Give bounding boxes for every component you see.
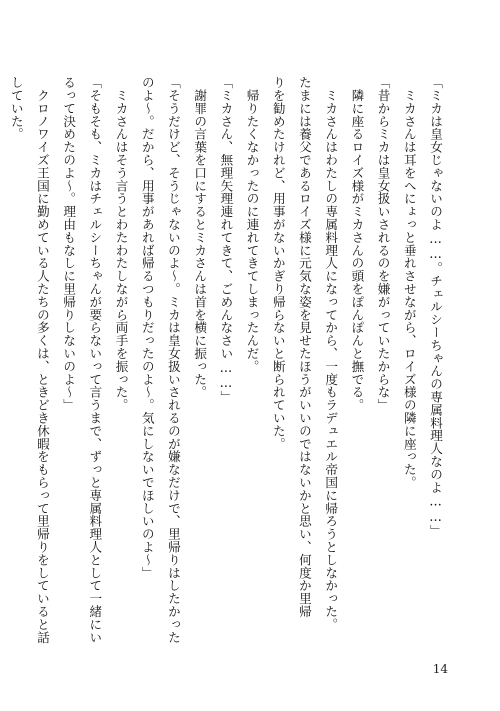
text-line: ミカさんはわたしの専属料理人になってから、一度もラデュエル帝国に帰ろうとしなかった。: [323, 76, 339, 631]
text-line: 「昔からミカは皇女扱いされるのを嫌がっていたからな」: [375, 76, 391, 412]
text-line: 「そうだけど、そうじゃないのよ～。ミカは皇女扱いされるのが嫌なだけで、里帰りはしたかった: [165, 76, 181, 644]
text-line: 帰りたくなかったのに連れてきてしまったんだ。: [244, 76, 260, 373]
text-line: りを勧めたけれど、用事がないかぎり帰らないと断られていた。: [270, 76, 286, 451]
text-line: 謝罪の言葉を口にするとミカさんは首を横に振った。: [192, 76, 208, 399]
text-line: 「そもそも、ミカはチェルシーちゃんが要らないって言うまで、ずっと専属料理人として一緒にい: [87, 76, 103, 644]
text-line: クロノワイズ王国に勤めている人たちの多くは、ときどき休暇をもらって里帰りをしていると話: [34, 76, 50, 644]
text-line: ミカさんは耳をへにょっと垂れさせながら、ロイズ様の隣に座った。: [401, 76, 417, 489]
text-line: 隣に座るロイズ様がミカさんの頭をぽんぽんと撫でる。: [349, 76, 365, 412]
text-line: 「ミカさん、無理矢理連れてきて、ごめんなさい……」: [218, 76, 234, 404]
text-line: ミカさんはそう言うとわたわたしながら両手を振った。: [113, 76, 129, 412]
page-number: 14: [432, 662, 448, 676]
text-line: たまには養父であるロイズ様に元気な姿を見せたほうがいいのではないかと思い、何度か里帰: [296, 76, 312, 618]
text-line: るって決めたのよ～。理由もなしに里帰りしないのよ～」: [61, 76, 77, 412]
vertical-text-body: [3, 76, 448, 642]
text-line: のよ～。だから、用事があれば帰るつもりだったのよ～。気にしないでほしいのよ～」: [139, 76, 155, 580]
text-line: していた。: [8, 76, 24, 141]
text-line: 「ミカは皇女じゃないのよ……。チェルシーちゃんの専属料理人なのよ……」: [428, 76, 443, 538]
